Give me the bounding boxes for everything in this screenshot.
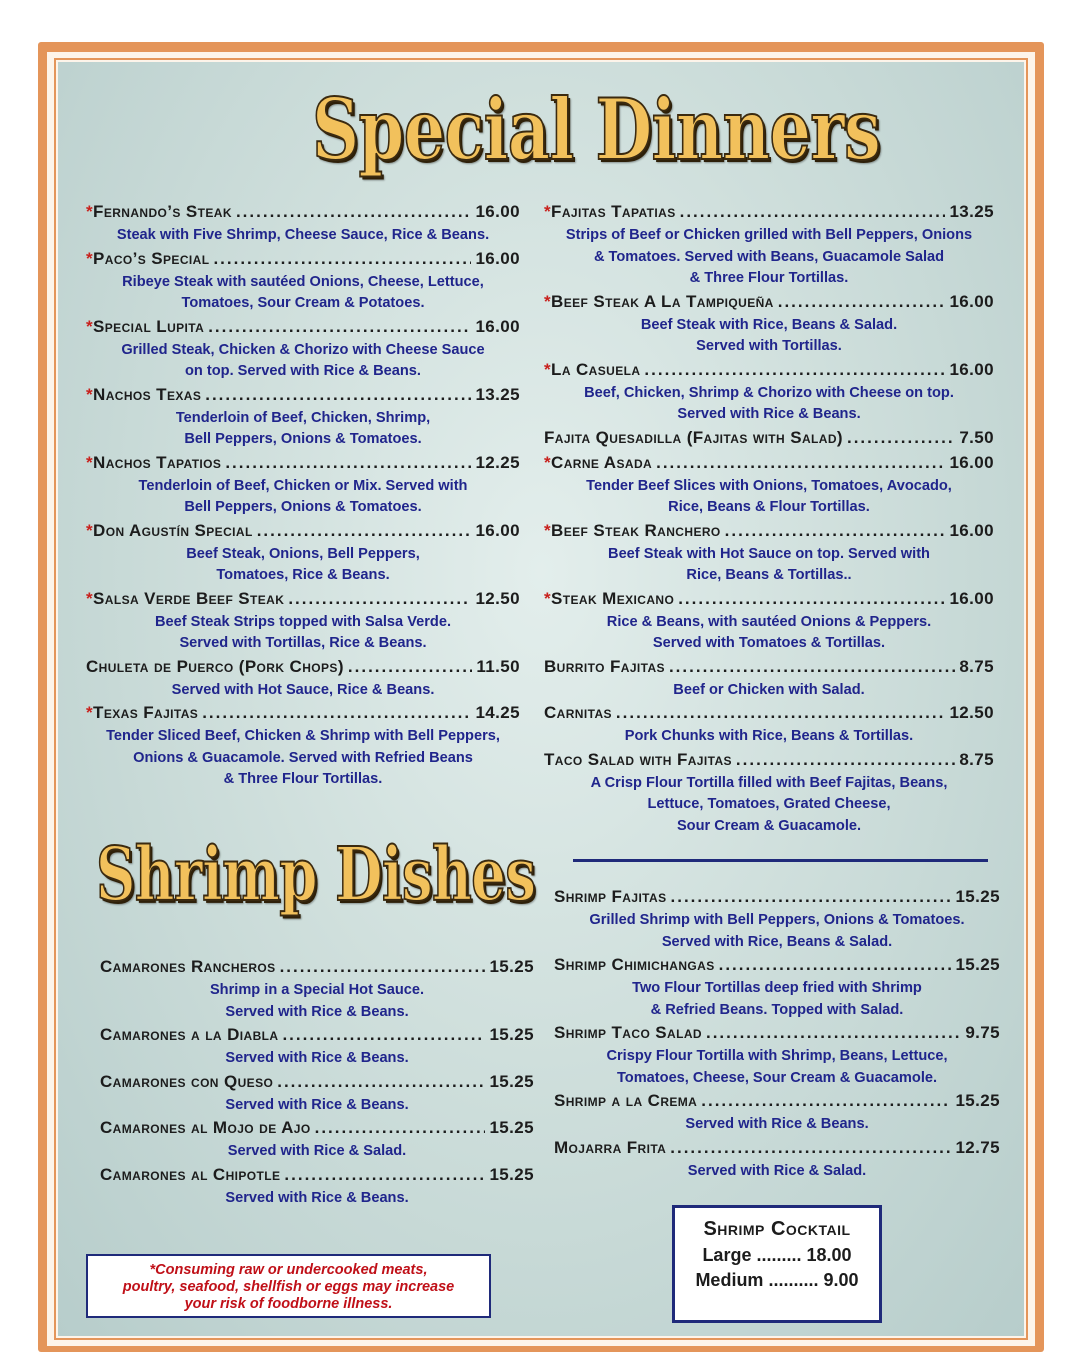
menu-item-price: 12.50 xyxy=(475,588,520,608)
menu-item-name: Fajita Quesadilla (Fajitas with Salad) xyxy=(544,427,843,447)
shrimp-dishes-heading: Shrimp Dishes xyxy=(96,832,536,918)
menu-item xyxy=(544,292,994,358)
dot-leader xyxy=(348,657,472,677)
menu-item-description: Ribeye Steak with sautéed Onions, Cheese, Lettuce, xyxy=(122,273,484,290)
chef-star-marker: * xyxy=(86,316,94,336)
cocktail-size-price: 18.00 xyxy=(806,1245,852,1265)
menu-item-description: Sour Cream & Guacamole. xyxy=(676,817,862,834)
chef-star-marker: * xyxy=(86,202,94,221)
menu-item xyxy=(554,955,1000,1021)
menu-item-price: 16.00 xyxy=(475,202,520,221)
dot-leader xyxy=(288,589,471,609)
shrimp-cocktail-box xyxy=(672,1205,882,1323)
menu-item-description: Rice & Beans, with sautéed Onions & Peppers. xyxy=(606,613,932,630)
menu-item-description: Tenderloin of Beef, Chicken or Mix. Served with xyxy=(138,477,468,494)
chef-star-marker: * xyxy=(544,452,552,472)
menu-item-name: Camarones al Mojo de Ajo xyxy=(100,1118,311,1137)
dot-leader xyxy=(680,202,946,222)
chef-star-marker: * xyxy=(86,248,94,268)
menu-item-description: & Tomatoes. Served with Beans, Guacamole Salad xyxy=(593,248,945,265)
cocktail-size-price: 9.00 xyxy=(823,1270,859,1290)
menu-item-name: Nachos Tapatios xyxy=(93,452,222,472)
cocktail-size-label: Large xyxy=(702,1245,752,1265)
menu-item-name: Carne Asada xyxy=(551,452,653,472)
menu-item-name: Don Agustín Special xyxy=(93,520,253,540)
menu-item xyxy=(544,703,994,748)
menu-item-description: Bell Peppers, Onions & Tomatoes. xyxy=(184,431,422,447)
menu-item xyxy=(544,657,994,702)
menu-item-row xyxy=(544,521,994,544)
dot-leader xyxy=(644,360,945,380)
menu-item xyxy=(100,1025,534,1070)
dot-leader xyxy=(725,521,946,541)
menu-item-name: Shrimp Chimichangas xyxy=(554,955,715,974)
menu-item-name: Fernando’s Steak xyxy=(93,202,232,221)
menu-item-row xyxy=(554,1023,1000,1046)
cocktail-size-label: Medium xyxy=(695,1270,764,1290)
menu-item xyxy=(86,249,520,315)
menu-item-row xyxy=(544,428,994,451)
menu-item-description: Served with Rice & Beans. xyxy=(225,1003,409,1020)
menu-item-description: Beef, Chicken, Shrimp & Chorizo with Cheese on top. xyxy=(584,384,954,401)
dot-leader xyxy=(671,887,952,907)
menu-item-description: Tomatoes, Rice & Beans. xyxy=(216,567,390,583)
menu-item xyxy=(544,453,994,519)
menu-item xyxy=(554,887,1000,953)
chef-star-marker: * xyxy=(86,588,94,608)
menu-item-description: Served with Rice & Beans. xyxy=(225,1096,409,1113)
menu-item-description: Served with Rice & Salad. xyxy=(687,1162,867,1179)
menu-item-price: 15.25 xyxy=(955,955,1000,974)
dot-leader xyxy=(778,292,946,312)
menu-item xyxy=(544,202,994,290)
chef-star-marker: * xyxy=(544,520,552,540)
menu-item-name: Nachos Texas xyxy=(93,384,202,404)
menu-item-description: Lettuce, Tomatoes, Grated Cheese, xyxy=(647,796,891,812)
menu-item-price: 15.25 xyxy=(489,957,534,976)
menu-item xyxy=(544,428,994,451)
section-divider xyxy=(573,859,988,862)
menu-item-row xyxy=(86,657,520,680)
menu-item xyxy=(544,360,994,426)
menu-item-price: 11.50 xyxy=(476,656,520,676)
menu-item-name: Salsa Verde Beef Steak xyxy=(93,588,285,608)
menu-item-name: Special Lupita xyxy=(93,316,205,336)
menu-item-description: Beef Steak Strips topped with Salsa Verde. xyxy=(154,613,452,630)
dot-leader xyxy=(701,1091,951,1111)
menu-item-name: Shrimp Taco Salad xyxy=(554,1023,702,1042)
warning-line: poultry, seafood, shellfish or eggs may increase xyxy=(122,1279,455,1295)
menu-item xyxy=(554,1023,1000,1089)
menu-item-description: Served with Tortillas. xyxy=(696,338,842,354)
cocktail-size-dots: .......... xyxy=(768,1270,819,1290)
menu-item-row xyxy=(86,521,520,544)
menu-item-description: Served with Rice & Beans. xyxy=(677,406,861,422)
menu-item-description: Beef Steak with Rice, Beans & Salad. xyxy=(640,316,898,333)
menu-item-description: Pork Chunks with Rice, Beans & Tortillas. xyxy=(624,728,914,744)
menu-item-row xyxy=(86,317,520,340)
menu-item xyxy=(86,589,520,655)
menu-item-price: 15.25 xyxy=(489,1164,534,1184)
menu-item-price: 15.25 xyxy=(955,1091,1000,1110)
menu-item-price: 16.00 xyxy=(949,359,994,379)
menu-item-description: Onions & Guacamole. Served with Refried Beans xyxy=(133,749,473,766)
dot-leader xyxy=(736,750,955,770)
menu-item-description: Shrimp in a Special Hot Sauce. xyxy=(209,982,425,998)
menu-item-row xyxy=(554,955,1000,978)
menu-item-row xyxy=(544,703,994,726)
dot-leader xyxy=(315,1118,486,1138)
menu-item-row xyxy=(100,1072,534,1095)
menu-item-row xyxy=(100,1025,534,1048)
special-dinners-left-column xyxy=(86,202,520,793)
menu-item xyxy=(100,957,534,1023)
menu-item-description: Two Flour Tortillas deep fried with Shrimp xyxy=(632,980,922,996)
menu-item xyxy=(86,317,520,383)
dot-leader xyxy=(257,521,472,541)
menu-item-name: Camarones con Queso xyxy=(100,1071,274,1091)
menu-item-description: Steak with Five Shrimp, Cheese Sauce, Rice & Beans. xyxy=(116,227,490,243)
menu-item xyxy=(544,750,994,838)
menu-item-description: A Crisp Flour Tortilla filled with Beef Fajitas, Beans, xyxy=(590,774,948,791)
dot-leader xyxy=(205,385,471,405)
menu-item-description: Beef Steak, Onions, Bell Peppers, xyxy=(186,545,420,562)
dot-leader xyxy=(616,703,946,723)
menu-item-description: & Refried Beans. Topped with Salad. xyxy=(650,1001,904,1018)
dot-leader xyxy=(669,657,955,677)
menu-item xyxy=(86,657,520,702)
menu-item-description: on top. Served with Rice & Beans. xyxy=(185,363,421,379)
cocktail-size-dots: ......... xyxy=(756,1245,802,1265)
menu-item-price: 12.75 xyxy=(955,1137,1000,1157)
menu-item-description: Served with Tortillas, Rice & Beans. xyxy=(179,635,427,651)
menu-item-description: Served with Rice, Beans & Salad. xyxy=(661,933,893,950)
menu-item-row xyxy=(86,249,520,272)
dot-leader xyxy=(847,428,955,448)
menu-item-row xyxy=(544,360,994,383)
menu-item-price: 16.00 xyxy=(949,520,994,540)
menu-item-description: Bell Peppers, Onions & Tomatoes. xyxy=(184,499,422,515)
menu-item-price: 16.00 xyxy=(949,291,994,311)
menu-item-price: 16.00 xyxy=(475,316,520,336)
menu-item-description: & Three Flour Tortillas. xyxy=(223,771,383,787)
menu-item-name: Chuleta de Puerco (Pork Chops) xyxy=(86,656,344,676)
chef-star-marker: * xyxy=(86,452,94,472)
menu-item-description: Tenderloin of Beef, Chicken, Shrimp, xyxy=(175,409,431,426)
menu-item-row xyxy=(544,202,994,225)
menu-item-row xyxy=(100,957,534,980)
menu-item-description: Rice, Beans & Tortillas.. xyxy=(686,567,852,583)
menu-item-description: Served with Rice & Beans. xyxy=(225,1050,409,1066)
menu-item xyxy=(100,1118,534,1163)
shrimp-dishes-right-column xyxy=(554,887,1000,1184)
menu-item-price: 14.25 xyxy=(475,703,520,722)
menu-item-row xyxy=(554,887,1000,910)
menu-item xyxy=(86,385,520,451)
menu-item-description: Crispy Flour Tortilla with Shrimp, Beans, Lettuce, xyxy=(606,1048,948,1064)
menu-item-name: La Casuela xyxy=(551,359,641,379)
menu-item-row xyxy=(100,1118,534,1141)
menu-item-price: 8.75 xyxy=(959,749,994,769)
menu-item-price: 12.25 xyxy=(475,452,520,472)
menu-item-row xyxy=(86,202,520,225)
menu-item-description: Served with Rice & Salad. xyxy=(227,1143,407,1159)
menu-item-name: Paco’s Special xyxy=(93,248,210,268)
menu-item xyxy=(544,521,994,587)
menu-item-description: Served with Tomatoes & Tortillas. xyxy=(652,635,886,651)
chef-star-marker: * xyxy=(544,291,552,311)
shrimp-cocktail-title: Shrimp Cocktail xyxy=(703,1218,851,1240)
cocktail-size-large xyxy=(675,1245,879,1266)
menu-item-row xyxy=(554,1091,1000,1114)
menu-item-description: Tomatoes, Cheese, Sour Cream & Guacamole. xyxy=(616,1069,938,1086)
menu-item-description: Grilled Shrimp with Bell Peppers, Onions & Tomatoes. xyxy=(589,912,965,928)
menu-item-row xyxy=(544,292,994,315)
menu-item-description: Tender Beef Slices with Onions, Tomatoes, Avocado, xyxy=(586,477,952,494)
menu-item-name: Camarones Rancheros xyxy=(100,957,276,976)
menu-item-name: Shrimp Fajitas xyxy=(554,887,667,906)
warning-line: *Consuming raw or undercooked meats, xyxy=(149,1262,428,1278)
menu-item-price: 8.75 xyxy=(959,656,994,676)
menu-item-name: Steak Mexicano xyxy=(551,588,675,608)
menu-item-description: Beef or Chicken with Salad. xyxy=(673,681,865,698)
dot-leader xyxy=(678,589,945,609)
dot-leader xyxy=(280,957,486,977)
menu-item-name: Fajitas Tapatias xyxy=(551,202,676,221)
menu-item-description: Rice, Beans & Flour Tortillas. xyxy=(668,499,870,515)
chef-star-marker: * xyxy=(544,588,552,608)
dot-leader xyxy=(706,1023,961,1043)
menu-item-row xyxy=(86,385,520,408)
menu-item-description: Strips of Beef or Chicken grilled with Bell Peppers, Onions xyxy=(565,227,973,243)
chef-star-marker: * xyxy=(86,520,94,540)
menu-item-price: 15.25 xyxy=(489,1118,534,1137)
dot-leader xyxy=(670,1138,951,1158)
menu-item-description: Served with Hot Sauce, Rice & Beans. xyxy=(171,681,435,698)
menu-item-name: Camarones al Chipotle xyxy=(100,1164,281,1184)
cocktail-size-medium xyxy=(675,1270,879,1291)
warning-line: your risk of foodborne illness. xyxy=(184,1296,393,1312)
menu-item-row xyxy=(554,1138,1000,1161)
menu-item-price: 16.00 xyxy=(949,588,994,608)
menu-item-price: 7.50 xyxy=(959,427,994,447)
menu-item-price: 16.00 xyxy=(949,452,994,472)
menu-item-name: Mojarra Frita xyxy=(554,1137,667,1157)
chef-star-marker: * xyxy=(544,359,552,379)
menu-item-description: Served with Rice & Beans. xyxy=(685,1116,869,1132)
menu-item-price: 15.25 xyxy=(955,887,1000,906)
menu-item-row xyxy=(86,589,520,612)
menu-item-price: 13.25 xyxy=(475,384,520,404)
menu-item-row xyxy=(544,589,994,612)
menu-item-row xyxy=(86,703,520,726)
dot-leader xyxy=(284,1165,485,1185)
menu-item-row xyxy=(544,453,994,476)
menu-item-description: & Three Flour Tortillas. xyxy=(689,270,849,286)
dot-leader xyxy=(282,1025,485,1045)
dot-leader xyxy=(277,1072,485,1092)
menu-item-row xyxy=(544,750,994,773)
menu-item-name: Camarones a la Diabla xyxy=(100,1025,279,1044)
menu-item-description: Tomatoes, Sour Cream & Potatoes. xyxy=(181,295,425,311)
shrimp-dishes-left-column xyxy=(100,957,534,1211)
chef-star-marker: * xyxy=(544,202,552,221)
dot-leader xyxy=(719,955,952,975)
menu-item-name: Texas Fajitas xyxy=(93,703,199,722)
menu-item-name: Burrito Fajitas xyxy=(544,656,665,676)
menu-item-name: Beef Steak Ranchero xyxy=(551,520,721,540)
menu-item xyxy=(554,1091,1000,1136)
dot-leader xyxy=(236,202,472,222)
menu-item-row xyxy=(544,657,994,680)
menu-item-row xyxy=(86,453,520,476)
menu-item-description: Served with Rice & Beans. xyxy=(225,1189,409,1206)
dot-leader xyxy=(213,249,471,269)
menu-item-name: Beef Steak A La Tampiqueña xyxy=(551,291,774,311)
menu-item xyxy=(100,1165,534,1210)
menu-item xyxy=(100,1072,534,1117)
food-safety-warning xyxy=(86,1254,491,1318)
dot-leader xyxy=(225,453,471,473)
menu-item-row xyxy=(100,1165,534,1188)
menu-item xyxy=(86,202,520,247)
menu-item-price: 15.25 xyxy=(489,1071,534,1091)
dot-leader xyxy=(202,703,471,723)
dot-leader xyxy=(208,317,471,337)
menu-item xyxy=(86,453,520,519)
menu-item-price: 16.00 xyxy=(475,520,520,540)
menu-item-name: Taco Salad with Fajitas xyxy=(544,749,732,769)
menu-item-price: 12.50 xyxy=(949,703,994,722)
menu-item xyxy=(554,1138,1000,1183)
menu-item xyxy=(86,703,520,791)
menu-item-price: 16.00 xyxy=(475,248,520,268)
menu-item-name: Shrimp a la Crema xyxy=(554,1091,698,1110)
special-dinners-right-column xyxy=(544,202,994,839)
menu-item-price: 9.75 xyxy=(965,1023,1000,1042)
menu-item xyxy=(544,589,994,655)
dot-leader xyxy=(656,453,945,473)
menu-item-name: Carnitas xyxy=(544,703,612,722)
menu-item-price: 15.25 xyxy=(489,1025,534,1044)
chef-star-marker: * xyxy=(86,703,94,722)
menu-item-description: Tender Sliced Beef, Chicken & Shrimp with Bell Peppers, xyxy=(106,728,500,744)
special-dinners-heading: Special Dinners xyxy=(312,80,881,179)
menu-item xyxy=(86,521,520,587)
chef-star-marker: * xyxy=(86,384,94,404)
menu-item-description: Beef Steak with Hot Sauce on top. Served with xyxy=(608,545,930,562)
menu-item-description: Grilled Steak, Chicken & Chorizo with Cheese Sauce xyxy=(121,341,485,358)
menu-item-price: 13.25 xyxy=(949,202,994,221)
